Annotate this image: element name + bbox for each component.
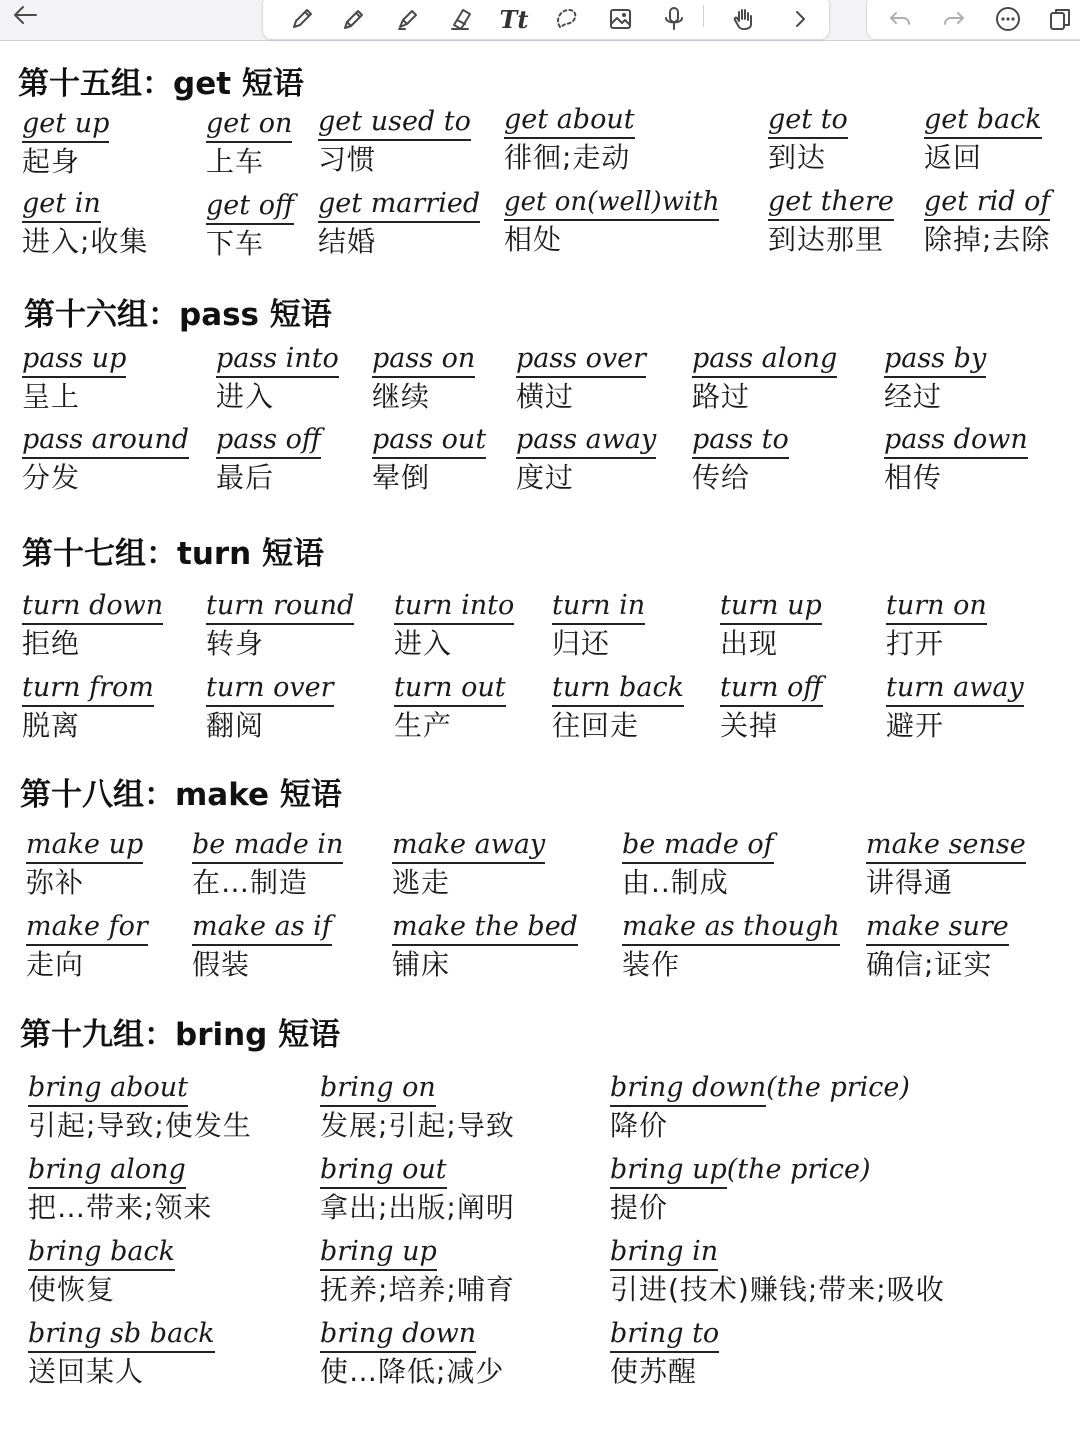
- phrase-entry: [28, 1318, 215, 1389]
- phrase-entry: [552, 590, 645, 661]
- phrase-chinese: 除掉;去除: [924, 223, 1051, 256]
- phrase-english: make the bed: [392, 911, 578, 946]
- phrase-chinese: 到达: [768, 141, 827, 174]
- phrase-english-note: (the price): [766, 1072, 910, 1103]
- phrase-chinese: 发展;引起;导致: [320, 1109, 515, 1142]
- phrase-entry: [516, 343, 646, 414]
- phrase-english: get to: [768, 104, 848, 139]
- phrase-english: be made of: [622, 829, 774, 864]
- phrase-chinese: 引进(技术)赚钱;带来;吸收: [610, 1273, 945, 1306]
- phrase-chinese: 装作: [622, 948, 681, 981]
- undo-icon[interactable]: [883, 3, 917, 35]
- group-heading-make: 第十八组：make 短语: [20, 777, 342, 813]
- phrase-chinese: 结婚: [318, 225, 377, 258]
- phrase-chinese: 使苏醒: [610, 1355, 698, 1388]
- document-actions-group: [866, 0, 1080, 40]
- phrase-chinese: 使…降低;减少: [320, 1355, 505, 1388]
- phrase-english: make for: [26, 911, 148, 946]
- phrase-entry: [206, 108, 292, 179]
- phrase-chinese: 避开: [886, 709, 945, 742]
- phrase-entry: [26, 829, 143, 900]
- phrase-english: turn in: [552, 590, 645, 625]
- back-arrow-icon[interactable]: [8, 2, 42, 32]
- phrase-entry: [192, 829, 343, 900]
- phrase-chinese: 横过: [516, 380, 575, 413]
- phrase-chinese: 进入: [394, 627, 453, 660]
- phrase-chinese: 下车: [206, 227, 265, 260]
- phrase-entry: [552, 672, 684, 743]
- phrase-entry: [768, 104, 848, 175]
- phrase-english: turn out: [394, 672, 506, 707]
- lasso-icon[interactable]: [549, 3, 583, 35]
- phrase-english: get in: [22, 188, 101, 223]
- phrase-entry: [924, 104, 1042, 175]
- phrase-entry: [28, 1072, 252, 1143]
- phrase-chinese: 起身: [22, 145, 81, 178]
- phrase-english: be made in: [192, 829, 343, 864]
- phrase-chinese: 相处: [504, 223, 563, 256]
- phrase-entry: [22, 108, 109, 179]
- phrase-entry: [22, 424, 189, 495]
- phrase-chinese: 往回走: [552, 709, 640, 742]
- phrase-chinese: 脱离: [22, 709, 81, 742]
- phrase-english: make up: [26, 829, 143, 864]
- phrase-chinese: 分发: [22, 461, 81, 494]
- phrase-english: get up: [22, 108, 109, 143]
- phrase-entry: [886, 590, 987, 661]
- phrase-entry: [26, 911, 148, 982]
- phrase-entry: [884, 343, 986, 414]
- phrase-chinese: 打开: [886, 627, 945, 660]
- phrase-entry: [622, 829, 774, 900]
- phrase-chinese: 返回: [924, 141, 983, 174]
- phrase-english: pass over: [516, 343, 646, 378]
- phrase-entry: [884, 424, 1028, 495]
- phrase-chinese: 徘徊;走动: [504, 141, 631, 174]
- phrase-chinese: 呈上: [22, 380, 81, 413]
- phrase-english: pass up: [22, 343, 126, 378]
- phrase-english: turn round: [206, 590, 354, 625]
- phrase-english: turn into: [394, 590, 514, 625]
- phrase-english: make as though: [622, 911, 840, 946]
- phrase-entry: [372, 424, 486, 495]
- phrase-chinese: 铺床: [392, 948, 451, 981]
- phrase-chinese: 最后: [216, 461, 275, 494]
- phrase-chinese: 讲得通: [866, 866, 954, 899]
- phrase-english: make sense: [866, 829, 1026, 864]
- group-heading-pass: 第十六组：pass 短语: [24, 297, 332, 333]
- phrase-chinese: 进入;收集: [22, 225, 149, 258]
- phrase-entry: [504, 104, 635, 175]
- hand-icon[interactable]: [727, 3, 761, 35]
- phrase-english: pass down: [884, 424, 1028, 459]
- phrase-chinese: 习惯: [318, 143, 377, 176]
- phrase-entry: [320, 1072, 515, 1143]
- phrase-entry: [610, 1154, 871, 1225]
- eraser-icon[interactable]: [443, 3, 477, 35]
- phrase-chinese: 逃走: [392, 866, 451, 899]
- phrase-english: pass by: [884, 343, 986, 378]
- more-icon[interactable]: [991, 3, 1025, 35]
- phrase-entry: [866, 911, 1009, 982]
- phrase-english: pass on: [372, 343, 475, 378]
- chevron-right-icon[interactable]: [783, 3, 817, 35]
- phrase-english: bring sb back: [28, 1318, 215, 1353]
- phrase-chinese: 提价: [610, 1191, 669, 1224]
- phrase-english: bring in: [610, 1236, 718, 1271]
- phrase-chinese: 归还: [552, 627, 611, 660]
- phrase-entry: [318, 188, 480, 259]
- phrase-entry: [768, 186, 894, 257]
- group-heading-get: 第十五组：get 短语: [18, 66, 304, 102]
- phrase-entry: [320, 1236, 515, 1307]
- phrase-english: get about: [504, 104, 635, 139]
- phrase-chinese: 晕倒: [372, 461, 431, 494]
- phrase-chinese: 出现: [720, 627, 779, 660]
- phrase-entry: [28, 1154, 212, 1225]
- phrase-english: bring along: [28, 1154, 186, 1189]
- microphone-icon[interactable]: [657, 3, 691, 35]
- phrase-english: get used to: [318, 106, 471, 141]
- phrase-chinese: 假装: [192, 948, 251, 981]
- phrase-english: turn from: [22, 672, 154, 707]
- pen-icon[interactable]: [285, 3, 319, 35]
- phrase-entry: [516, 424, 656, 495]
- phrase-entry: [206, 590, 354, 661]
- phrase-chinese: 拿出;出版;阐明: [320, 1191, 515, 1224]
- phrase-chinese: 度过: [516, 461, 575, 494]
- phrase-entry: [22, 188, 148, 259]
- highlighter-icon[interactable]: [391, 3, 425, 35]
- phrase-entry: [372, 343, 475, 414]
- phrase-english: pass along: [692, 343, 837, 378]
- text-tool-glyph: Tt: [499, 4, 529, 34]
- phrase-entry: [886, 672, 1024, 743]
- phrase-english: turn back: [552, 672, 684, 707]
- phrase-entry: [320, 1154, 515, 1225]
- group-heading-bring: 第十九组：bring 短语: [20, 1017, 341, 1053]
- phrase-chinese: 到达那里: [768, 223, 885, 256]
- phrase-english: turn over: [206, 672, 334, 707]
- phrase-chinese: 转身: [206, 627, 265, 660]
- phrase-english: bring out: [320, 1154, 447, 1189]
- phrase-english: get married: [318, 188, 480, 223]
- phrase-entry: [610, 1236, 945, 1307]
- toolbar-divider: [703, 5, 704, 27]
- phrase-entry: [504, 186, 719, 257]
- phrase-english: make as if: [192, 911, 332, 946]
- phrase-english: pass away: [516, 424, 656, 459]
- phrase-chinese: 弥补: [26, 866, 85, 899]
- pencil-icon[interactable]: [337, 3, 371, 35]
- phrase-entry: [720, 590, 822, 661]
- phrase-entry: [720, 672, 823, 743]
- phrase-chinese: 把…带来;领来: [28, 1191, 213, 1224]
- phrase-english: get there: [768, 186, 894, 221]
- phrase-english: pass to: [692, 424, 789, 459]
- phrase-english: turn off: [720, 672, 823, 707]
- phrase-chinese: 走向: [26, 948, 85, 981]
- phrase-english: bring back: [28, 1236, 175, 1271]
- phrase-chinese: 生产: [394, 709, 453, 742]
- phrase-english: make away: [392, 829, 545, 864]
- phrase-chinese: 由..制成: [622, 866, 729, 899]
- phrase-english: turn away: [886, 672, 1024, 707]
- group-heading-turn: 第十七组：turn 短语: [22, 536, 325, 572]
- phrase-entry: [216, 343, 339, 414]
- phrase-english: bring down: [610, 1072, 766, 1107]
- phrase-english: get off: [206, 190, 294, 225]
- phrase-english: bring about: [28, 1072, 188, 1107]
- phrase-english: get on(well)with: [504, 186, 719, 221]
- phrase-chinese: 送回某人: [28, 1355, 145, 1388]
- phrase-english: bring to: [610, 1318, 719, 1353]
- phrase-chinese: 路过: [692, 380, 751, 413]
- phrase-english-note: (the price): [726, 1154, 871, 1185]
- phrase-english: bring on: [320, 1072, 436, 1107]
- phrase-entry: [610, 1072, 910, 1143]
- phrase-entry: [692, 424, 789, 495]
- phrase-chinese: 传给: [692, 461, 751, 494]
- phrase-chinese: 使恢复: [28, 1273, 116, 1306]
- phrase-entry: [392, 911, 578, 982]
- phrase-chinese: 确信;证实: [866, 948, 993, 981]
- top-toolbar: [0, 0, 1080, 41]
- phrase-chinese: 关掉: [720, 709, 779, 742]
- phrase-chinese: 相传: [884, 461, 943, 494]
- text-tool-icon[interactable]: [497, 3, 531, 35]
- phrase-entry: [394, 590, 514, 661]
- phrase-english: bring up: [320, 1236, 437, 1271]
- phrase-english: bring up: [610, 1154, 727, 1189]
- phrase-english: bring down: [320, 1318, 476, 1353]
- phrase-entry: [22, 672, 154, 743]
- phrase-entry: [206, 672, 334, 743]
- redo-icon[interactable]: [937, 3, 971, 35]
- phrase-chinese: 进入: [216, 380, 275, 413]
- phrase-english: get rid of: [924, 186, 1050, 221]
- phrase-entry: [610, 1318, 719, 1389]
- phrase-chinese: 继续: [372, 380, 431, 413]
- phrase-entry: [924, 186, 1050, 257]
- phrase-chinese: 拒绝: [22, 627, 81, 660]
- phrase-english: pass off: [216, 424, 321, 459]
- phrase-entry: [866, 829, 1026, 900]
- phrase-entry: [320, 1318, 504, 1389]
- drawing-tools-group: [262, 0, 830, 40]
- phrase-entry: [28, 1236, 175, 1307]
- phrase-entry: [318, 106, 471, 177]
- phrase-entry: [216, 424, 321, 495]
- phrase-english: make sure: [866, 911, 1009, 946]
- pages-icon[interactable]: [1043, 3, 1077, 35]
- phrase-chinese: 降价: [610, 1109, 669, 1142]
- phrase-chinese: 引起;导致;使发生: [28, 1109, 252, 1142]
- phrase-english: turn on: [886, 590, 987, 625]
- phrase-english: turn up: [720, 590, 822, 625]
- phrase-entry: [622, 911, 840, 982]
- phrase-entry: [192, 911, 332, 982]
- phrase-chinese: 在…制造: [192, 866, 309, 899]
- phrase-english: turn down: [22, 590, 163, 625]
- phrase-entry: [206, 190, 294, 261]
- phrase-chinese: 翻阅: [206, 709, 265, 742]
- phrase-english: pass out: [372, 424, 486, 459]
- phrase-entry: [692, 343, 837, 414]
- phrase-entry: [394, 672, 506, 743]
- phrase-entry: [22, 590, 163, 661]
- image-icon[interactable]: [603, 3, 637, 35]
- phrase-chinese: 上车: [206, 145, 265, 178]
- phrase-entry: [392, 829, 545, 900]
- phrase-chinese: 抚养;培养;哺育: [320, 1273, 515, 1306]
- phrase-english: pass into: [216, 343, 339, 378]
- phrase-english: pass around: [22, 424, 189, 459]
- phrase-english: get back: [924, 104, 1042, 139]
- phrase-english: get on: [206, 108, 292, 143]
- phrase-chinese: 经过: [884, 380, 943, 413]
- phrase-entry: [22, 343, 126, 414]
